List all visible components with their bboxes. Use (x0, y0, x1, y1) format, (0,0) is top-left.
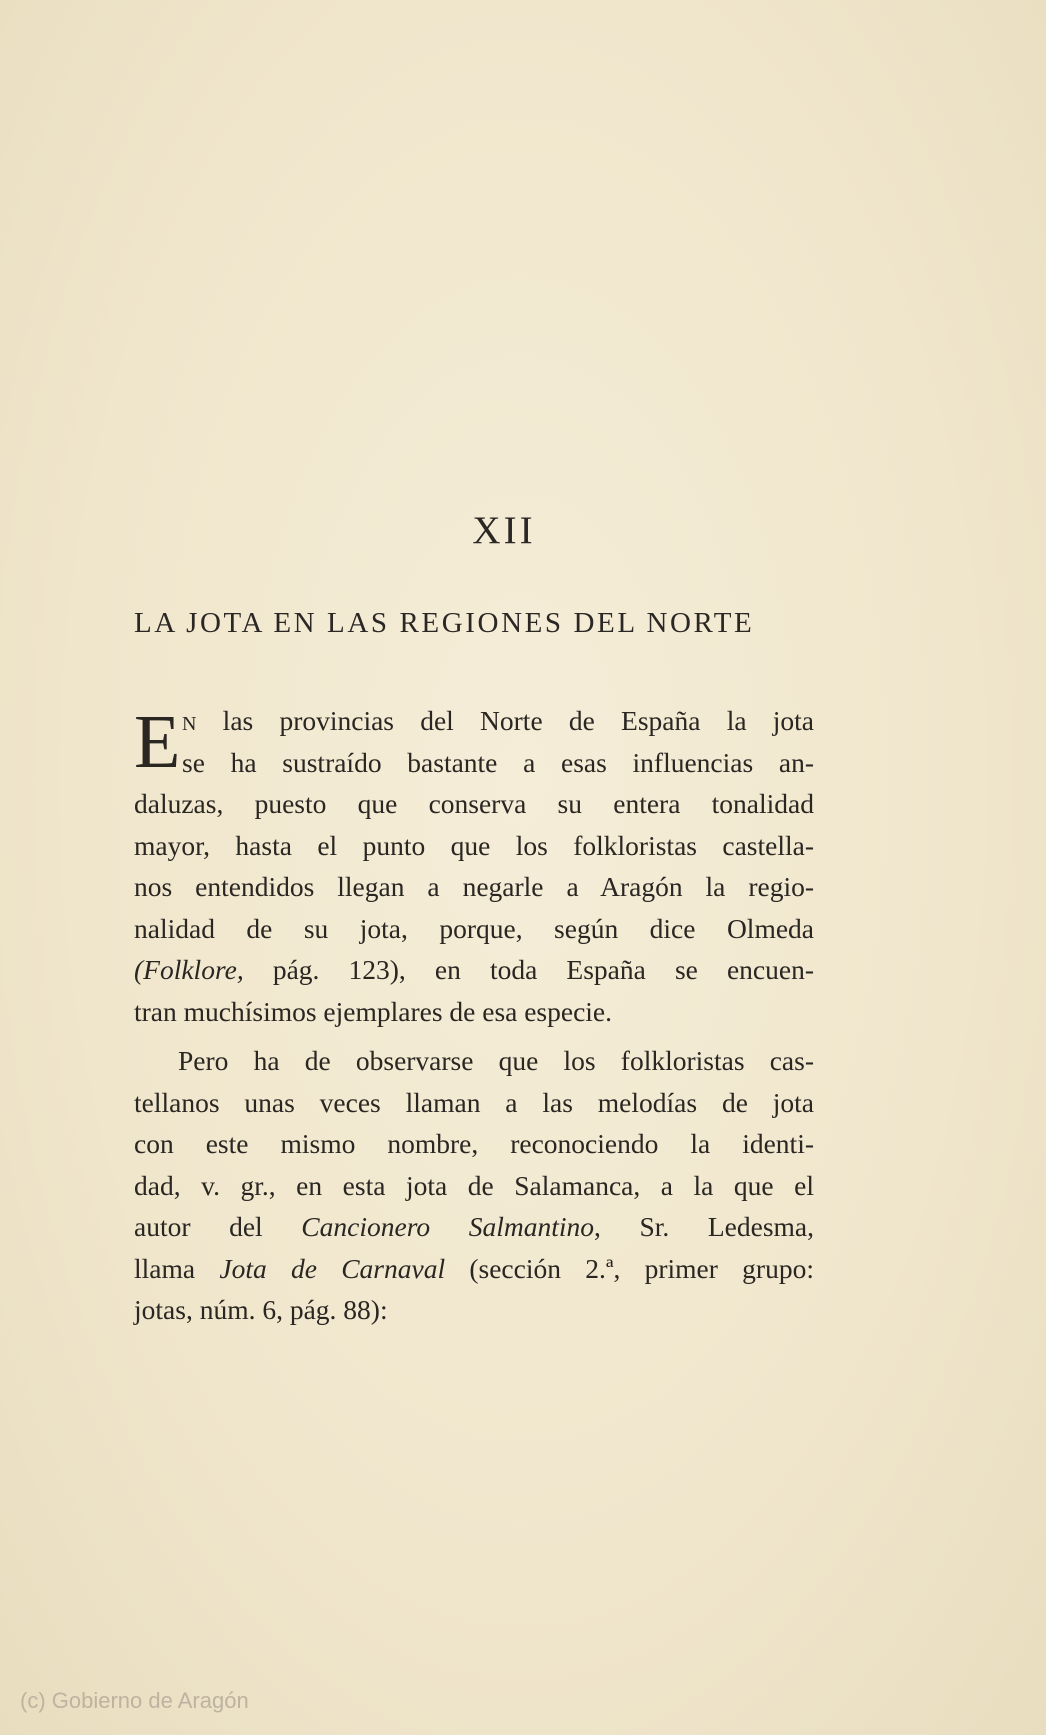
italic-fragment: Jota de Carnaval (219, 1252, 446, 1284)
text-line (134, 949, 814, 991)
text-line: nos entendidos llegan a negarle a Aragón la regio- (134, 871, 814, 902)
text-fragment: llama (134, 1252, 220, 1284)
paragraph-gap (134, 1032, 814, 1040)
text-line: tellanos unas veces llaman a las melodías de jota (134, 1086, 814, 1118)
text-line: nalidad de su jota, porque, según dice Olmeda (134, 912, 814, 944)
text-line: Pero ha de observarse que los folkloristas cas- (178, 1045, 814, 1076)
italic-fragment: (Folklore, (134, 954, 244, 985)
text-line: se ha sustraído bastante a esas influencias an- (182, 746, 814, 778)
text-fragment: , Sr. Ledesma, (594, 1211, 814, 1242)
text-line (134, 700, 814, 742)
text-line: jotas, núm. 6, pág. 88): (134, 1294, 388, 1325)
italic-fragment: Cancionero Salmantino (301, 1211, 594, 1242)
text-line: dad, v. gr., en esta jota de Salamanca, a la que el (134, 1169, 814, 1201)
text-fragment: pág. 123), en toda España se encuen- (243, 954, 814, 985)
drop-cap: E (134, 700, 181, 784)
text-line: daluzas, puesto que conserva su entera tonalidad (134, 788, 814, 819)
text-line (134, 1248, 814, 1290)
text-line: mayor, hasta el punto que los folkloristas castella- (134, 829, 814, 861)
text-fragment: (sección 2.ª, primer grupo: (445, 1252, 814, 1284)
text-line: tran muchísimos ejemplares de esa especie. (134, 995, 613, 1027)
small-caps-letter: N (182, 713, 197, 735)
text-line (134, 1206, 814, 1248)
text-fragment: las provincias del Norte de España la jota (196, 705, 814, 736)
chapter-title: LA JOTA EN LAS REGIONES DEL NORTE (134, 607, 755, 639)
text-line: con este mismo nombre, reconociendo la identi- (134, 1128, 814, 1159)
text-fragment: autor del (134, 1211, 302, 1242)
body-text (134, 700, 814, 1331)
chapter-number: XII (472, 509, 536, 552)
copyright-watermark: (c) Gobierno de Aragón (20, 1688, 249, 1713)
